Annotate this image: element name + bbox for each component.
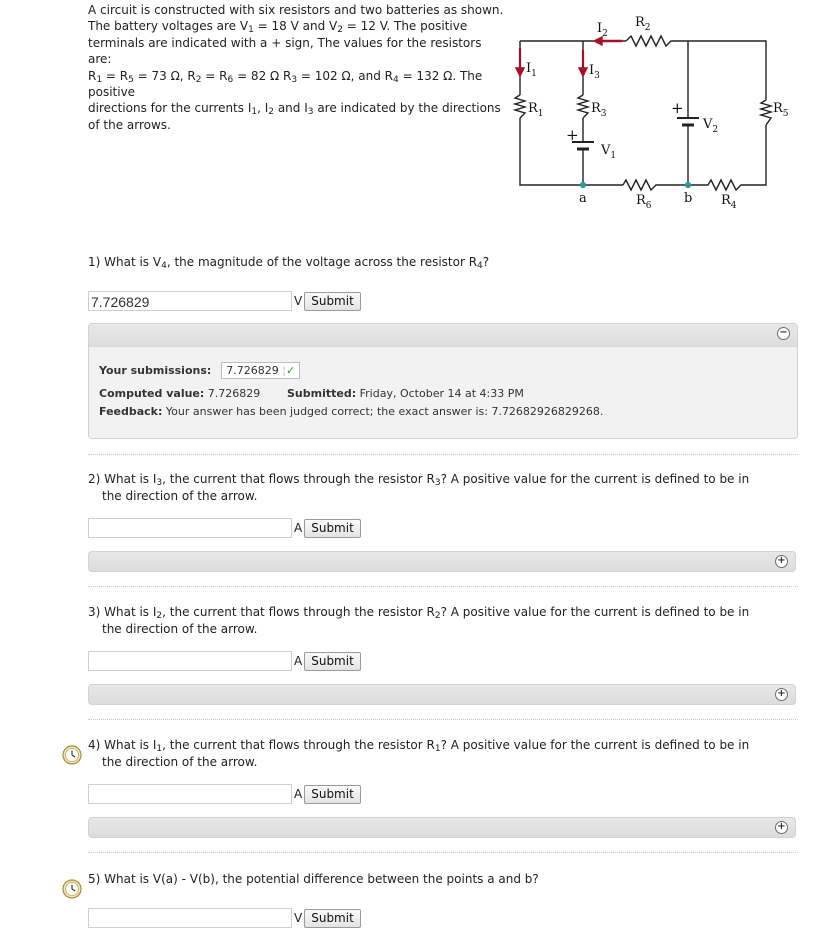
wire-top-right <box>676 41 766 100</box>
label-i1: $I_1$ <box>526 61 537 79</box>
question-1-answer-row <box>88 291 361 311</box>
label-r2: $R_2$ <box>635 15 651 33</box>
intro-line: $R_1 = R_5 = 73$ Ω, $R_2 = R_6 = 82$ Ω $R_3 = 102$ Ω, and $R_4 = 132$ Ω. The positive <box>88 68 483 100</box>
question-4 <box>88 737 768 771</box>
intro-line: The battery voltages are $V_1 = 18$ V and $V_2 = 12$ V. The positive <box>88 19 468 36</box>
intro-line: terminals are indicated with a + sign, The values for the resistors are: <box>88 35 482 67</box>
question-1 <box>88 254 768 271</box>
resistor-r4 <box>688 180 743 190</box>
submitted-value: Friday, October 14 at 4:33 PM <box>359 387 524 400</box>
question-2-submit-button[interactable]: Submit <box>304 519 361 538</box>
submitted-label: Submitted: <box>287 387 357 400</box>
current-i1-arrowhead <box>516 68 524 76</box>
label-v1: $V_1$ <box>601 143 617 161</box>
question-4-answer-row <box>88 784 361 804</box>
label-v2: $V_2$ <box>703 117 719 135</box>
question-3-answer-input[interactable] <box>88 651 292 671</box>
question-1-unit: V <box>294 294 303 308</box>
expand-icon[interactable]: + <box>775 688 788 701</box>
divider <box>88 852 798 853</box>
submission-entry[interactable]: 7.726829 ¦✓ <box>221 362 300 379</box>
label-node-b: b <box>684 191 693 206</box>
divider <box>88 586 798 587</box>
computed-value: 7.726829 <box>207 387 261 400</box>
question-2-feedback-bar[interactable] <box>88 551 796 572</box>
submission-value: 7.726829 <box>226 364 279 377</box>
question-1-panel-body <box>89 362 797 418</box>
question-3-answer-row <box>88 651 361 671</box>
timer-clock-icon <box>62 745 82 765</box>
label-node-a: a <box>579 191 587 206</box>
label-i3: $I_3$ <box>589 63 600 81</box>
question-2-text: 2) What is $I_3$, the current that flows through the resistor $R_3$? A positive value for the current is defined to be in the direction of the arrow. <box>88 472 750 503</box>
question-2-answer-input[interactable] <box>88 518 292 538</box>
question-5-answer-input[interactable] <box>88 908 292 928</box>
question-1-submit-button[interactable]: Submit <box>304 292 361 311</box>
question-5 <box>88 871 768 888</box>
label-r5: $R_5$ <box>773 101 789 119</box>
divider <box>88 719 798 720</box>
problem-intro <box>88 2 504 133</box>
question-3-feedback-bar[interactable] <box>88 684 796 705</box>
question-4-answer-input[interactable] <box>88 784 292 804</box>
question-1-answer-input[interactable]: 7.726829 <box>88 291 292 311</box>
intro-line: of the arrows. <box>88 117 171 132</box>
question-3 <box>88 604 768 638</box>
question-4-text: 4) What is $I_1$, the current that flows through the resistor $R_1$? A positive value for the current is defined to be in the direction of the arrow. <box>88 738 750 769</box>
label-i2: $I_2$ <box>597 21 608 39</box>
resistor-r3 <box>578 95 588 118</box>
divider <box>88 454 798 455</box>
question-2-answer-row <box>88 518 361 538</box>
expand-icon[interactable]: + <box>775 555 788 568</box>
question-5-text: 5) What is V(a) - V(b), the potential difference between the points a and b? <box>88 872 539 886</box>
label-v2-plus: + <box>671 99 684 117</box>
node-b-dot <box>686 183 691 188</box>
expand-icon[interactable]: + <box>775 821 788 834</box>
current-i2-arrowhead <box>594 37 602 45</box>
intro-line: A circuit is constructed with six resistors and two batteries as shown. <box>88 3 504 17</box>
feedback-label: Feedback: <box>99 405 163 418</box>
resistor-r2 <box>626 36 676 46</box>
label-r1: $R_1$ <box>528 101 544 119</box>
label-v1-plus: + <box>566 126 579 144</box>
wire-right-bottom <box>743 125 766 185</box>
label-r3: $R_3$ <box>591 101 607 119</box>
circuit-diagram <box>508 0 798 215</box>
current-i3-arrowhead <box>579 68 587 76</box>
question-5-answer-row <box>88 908 361 928</box>
timer-clock-icon <box>62 879 82 899</box>
resistor-r5 <box>761 100 771 125</box>
question-4-feedback-bar[interactable] <box>88 817 796 838</box>
question-5-submit-button[interactable]: Submit <box>304 909 361 928</box>
question-4-submit-button[interactable]: Submit <box>304 785 361 804</box>
question-5-unit: V <box>294 911 303 925</box>
resistor-r6 <box>623 180 688 190</box>
question-1-feedback-panel <box>88 323 798 439</box>
question-1-text: 1) What is $V_4$, the magnitude of the voltage across the resistor $R_4$? <box>88 255 490 271</box>
resistor-r1 <box>515 95 525 118</box>
intro-line: directions for the currents $I_1$, $I_2$ and $I_3$ are indicated by the directions <box>88 101 501 118</box>
question-3-submit-button[interactable]: Submit <box>304 652 361 671</box>
question-3-text: 3) What is $I_2$, the current that flows through the resistor $R_2$? A positive value for the current is defined to be in the direction of the arrow. <box>88 605 750 636</box>
question-2 <box>88 471 768 505</box>
question-2-unit: A <box>294 521 303 535</box>
node-a-dot <box>581 183 586 188</box>
question-3-unit: A <box>294 654 303 668</box>
question-1-panel-header[interactable] <box>89 324 797 347</box>
label-r6: $R_6$ <box>636 193 652 211</box>
question-4-unit: A <box>294 787 303 801</box>
collapse-icon[interactable]: − <box>777 327 790 340</box>
computed-label: Computed value: <box>99 387 205 400</box>
submissions-label: Your submissions: <box>99 364 212 377</box>
feedback-value: Your answer has been judged correct; the exact answer is: 7.72682926829268. <box>165 405 604 418</box>
label-r4: $R_4$ <box>721 193 737 211</box>
correct-check-icon: ✓ <box>286 364 296 377</box>
